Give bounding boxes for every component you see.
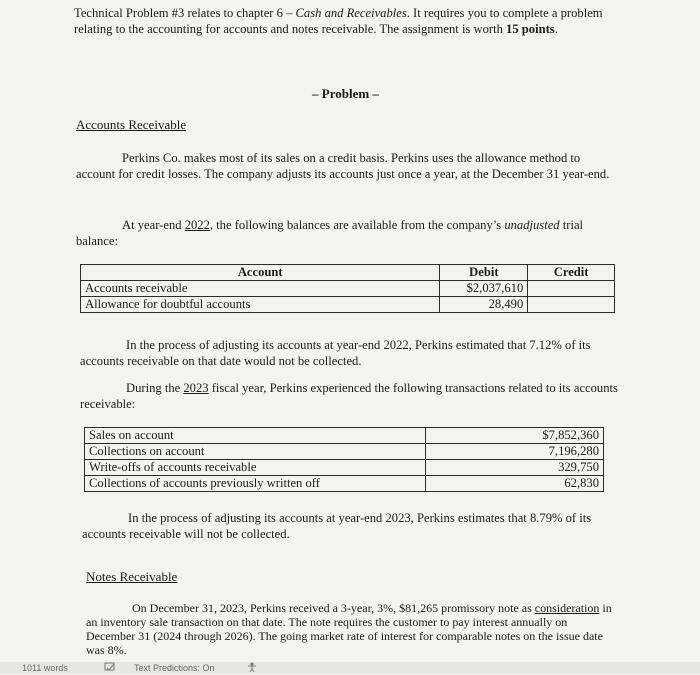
- table-row: [85, 476, 604, 492]
- ar-paragraph-5: In the process of adjusting its accounts at year-end 2023, Perkins estimates that 8.79% of its accounts receivable will not be collected.: [82, 511, 592, 541]
- accounts-receivable-heading: Accounts Receivable: [76, 117, 187, 132]
- cell-amount: 7,196,280: [426, 444, 604, 460]
- cell-debit: 28,490: [440, 297, 528, 313]
- ar-paragraph-1: Perkins Co. makes most of its sales on a credit basis. Perkins uses the allowance method to account for credit losses. The company adjusts its accounts just once a year, at the December 31 year-end.: [76, 151, 610, 181]
- cell-transaction: Collections on account: [85, 444, 426, 460]
- cell-transaction: Write-offs of accounts receivable: [85, 460, 426, 476]
- word-count[interactable]: 1011 words: [22, 663, 68, 673]
- problem-title: – Problem –: [312, 86, 379, 101]
- table-row: [85, 460, 604, 476]
- status-bar: [0, 662, 700, 674]
- table-row: [85, 428, 604, 444]
- cell-account: Accounts receivable: [81, 281, 440, 297]
- trial-balance-table: [80, 264, 615, 313]
- cell-amount: 329,750: [426, 460, 604, 476]
- cell-transaction: Collections of accounts previously written off: [85, 476, 426, 492]
- notes-receivable-heading: Notes Receivable: [86, 569, 178, 584]
- header-credit: Credit: [528, 265, 615, 281]
- table-row: [85, 444, 604, 460]
- cell-credit: [528, 281, 615, 297]
- cell-credit: [528, 297, 615, 313]
- nr-paragraph: On December 31, 2023, Perkins received a 3-year, 3%, $81,265 promissory note as consideration in an inventory sale transaction on that date. The note requires the customer to pay interest annually on December 31 (2024 through 2026). The going market rate of interest for comparable notes on the issue date was 8%.: [86, 601, 612, 657]
- cell-transaction: Sales on account: [85, 428, 426, 444]
- accessibility-icon[interactable]: [246, 662, 258, 675]
- table-row: [81, 281, 615, 297]
- header-account: Account: [81, 265, 440, 281]
- text-predictions[interactable]: Text Predictions: On: [134, 663, 215, 673]
- ar-paragraph-4: During the 2023 fiscal year, Perkins experienced the following transactions related to its accounts receivable:: [80, 381, 618, 411]
- ar-paragraph-3: In the process of adjusting its accounts at year-end 2022, Perkins estimated that 7.12% of its accounts receivable on that date would not be collected.: [80, 338, 591, 368]
- table-header-row: [81, 265, 615, 281]
- intro-paragraph: Technical Problem #3 relates to chapter 6 – Cash and Receivables. It requires you to complete a problem relating to the accounting for accounts and notes receivable. The assignment is worth 15 points.: [74, 6, 603, 36]
- ar-paragraph-2: At year-end 2022, the following balances are available from the company’s unadjusted trial balance:: [76, 218, 584, 248]
- proofing-icon[interactable]: [104, 662, 116, 675]
- cell-debit: $2,037,610: [440, 281, 528, 297]
- transactions-table: [84, 427, 604, 492]
- cell-amount: 62,830: [426, 476, 604, 492]
- table-row: [81, 297, 615, 313]
- cell-account: Allowance for doubtful accounts: [81, 297, 440, 313]
- header-debit: Debit: [440, 265, 528, 281]
- cell-amount: $7,852,360: [426, 428, 604, 444]
